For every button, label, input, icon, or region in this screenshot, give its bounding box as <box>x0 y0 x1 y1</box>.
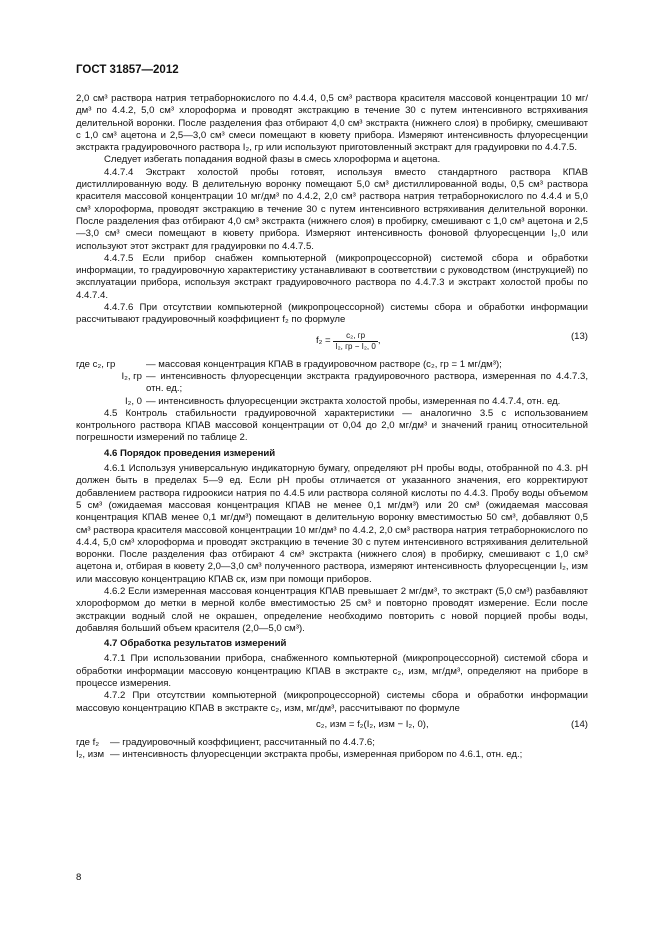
definition-row <box>76 737 588 749</box>
definition-key: где c₂, гр <box>76 358 116 370</box>
definition-text: — градуировочный коэффициент, рассчитанный по 4.4.7.6; <box>110 736 375 748</box>
paragraph-continuation: 2,0 см³ раствора натрия тетраборнокислого по 4.4.4, 0,5 см³ раствора красителя массовой концентрации 10 мг/дм³ по 4.4.2, 5,0 см³ хлороформа и проводят экстракцию в течение 30 с путем интенсивного встряхивания делительной воронки. После разделения фаз отбирают 4,0 см³ экстракта (нижнего слоя) в пробирку, смешивают с 1,0 см³ ацетона и 2,5—3,0 см³ смеси помещают в кювету прибора. Измеряют интенсивность флуоресценции экстракта градуировочного раствора I₂, гр или используют приготовленный экстракт для градуировки по 4.4.7.5. <box>76 93 588 154</box>
section-heading-4-7: 4.7 Обработка результатов измерений <box>104 638 287 650</box>
formula-13-numerator: c₂, гр <box>333 331 377 342</box>
definition-row <box>76 749 588 761</box>
paragraph-4-4-7-5: 4.4.7.5 Если прибор снабжен компьютерной (микропроцессорной) системой сбора и обработки информации, то градуировочную характеристику устанавливают в соответствии с руководством (инструкцией) по эксплуатации прибора, используя экстракт градуировочного раствора по 4.4.7.3 и экстракт холостой пробы по 4.4.7.4. <box>76 252 588 301</box>
definition-text: — интенсивность флуоресценции экстракта пробы, измеренная прибором по 4.6.1, отн. ед.; <box>110 749 523 761</box>
definition-key: I₂, изм <box>76 749 105 761</box>
definition-row <box>76 396 588 408</box>
formula-13-fraction <box>333 331 377 352</box>
formula-13-number: (13) <box>570 330 588 342</box>
formula-14-number: (14) <box>570 718 588 730</box>
definition-key: I₂, гр <box>121 370 142 382</box>
paragraph-4-7-1: 4.7.1 При использовании прибора, снабженного компьютерной (микропроцессорной) системой сбора и обработки информации массовую концентрацию КПАВ в экстракте c₂, изм, мг/дм³, определяют на приборе в процессе измерения. <box>76 653 588 690</box>
page-number: 8 <box>76 872 82 883</box>
paragraph-4-4-7-6: 4.4.7.6 При отсутствии компьютерной (микропроцессорной) системы сбора и обработки информации рассчитывают градуировочный коэффициент f₂ по формуле <box>76 302 588 326</box>
definition-key: I₂, 0 <box>124 395 142 407</box>
paragraph-4-5: 4.5 Контроль стабильности градуировочной характеристики — аналогично 3.5 с использованием контрольного раствора КПАВ массовой концентрации от 0,04 до 2,0 мг/дм³ и значений границ относительной погрешности измерений по таблице 2. <box>76 407 588 444</box>
document-body <box>76 93 588 762</box>
definition-row <box>76 359 588 371</box>
definition-text: — массовая концентрация КПАВ в градуировочном растворе (c₂, гр = 1 мг/дм³); <box>146 358 502 370</box>
formula-13 <box>76 329 588 357</box>
paragraph-4-6-2: 4.6.2 Если измеренная массовая концентрация КПАВ превышает 2 мг/дм³, то экстракт (5,0 см³) разбавляют хлороформом до метки в мерной колбе вместимостью 25 см³ и повторно проводят измерение. Если после экстракции водный слой не окрашен, определение необходимо повторить с новой порцией пробы воды, добавляя больший объем красителя (2,0—5,0 см³). <box>76 585 588 634</box>
formula-14-expression: c₂, изм = f₂(I₂, изм − I₂, 0), <box>316 718 429 730</box>
formula-13-denominator: I₂, гр − I₂, 0 <box>335 341 376 351</box>
section-heading-4-6: 4.6 Порядок проведения измерений <box>104 447 276 459</box>
formula-13-lhs: f₂ = <box>316 334 331 346</box>
definition-row <box>76 371 588 396</box>
paragraph-4-6-1: 4.6.1 Используя универсальную индикаторную бумагу, определяют рН пробы воды, отобранной по 4.3. рН должен быть в пределах 5—9 ед. Если рН пробы отличается от указанного значения, его корректируют добавлением раствора гидроокиси натрия по 4.4.5 или раствора соляной кислоты по 4.4.3. Пробу воды объемом 5 см³ (ожидаемая массовая концентрация КПАВ не менее 0,1 мг/дм³) или 20 см³ (ожидаемая массовая концентрация КПАВ менее 0,1 мг/дм³) помещают в делительную воронку вместимостью 50 см³, добавляют 0,5 см³ раствора красителя массовой концентрации 10 мг/дм³ по 4.4.2, 2,0 см³ раствора натрия тетраборнокислого по 4.4.4, 5,0 см³ хлороформа и проводят экстракцию в течение 30 с путем интенсивного встряхивания делительной воронки. После разделения фаз отбирают 4 см³ экстракта (нижнего слоя) в пробирку, смешивают с 1,0 см³ ацетона и, отбирая в кювету 2,0—3,0 см³ полученного раствора, измеряют интенсивность флуоресценции I₂, изм или массовую концентрацию КПАВ cк, изм при помощи приборов. <box>76 463 588 585</box>
definition-text: — интенсивность флуоресценции экстракта градуировочного раствора, измеренная по 4.4.7.3, отн. ед.; <box>146 370 588 395</box>
formula-13-tail: , <box>377 334 381 346</box>
document-header: ГОСТ 31857—2012 <box>76 64 179 76</box>
paragraph-avoid: Следует избегать попадания водной фазы в смесь хлороформа и ацетона. <box>104 154 441 166</box>
paragraph-4-7-2: 4.7.2 При отсутствии компьютерной (микропроцессорной) системы сбора и обработки информации массовую концентрацию КПАВ в экстракте c₂, изм, мг/дм³, рассчитывают по формуле <box>76 690 588 714</box>
formula-14 <box>76 718 588 734</box>
definition-text: — интенсивность флуоресценции экстракта холостой пробы, измеренная по 4.4.7.4, отн. ед. <box>146 395 561 407</box>
definition-key: где f₂ <box>76 736 100 748</box>
paragraph-4-4-7-4: 4.4.7.4 Экстракт холостой пробы готовят, используя вместо стандартного раствора КПАВ дистиллированную воду. В делительную воронку помещают 5,0 см³ дистиллированной воды, 0,5 см³ раствора красителя массовой концентрации 10 мг/дм³ по 4.4.2, 2,0 см³ раствора натрия тетраборнокислого по 4.4.4 и 5,0 см³ хлороформа, проводят экстракцию в течение 30 с путем интенсивного встряхивания делительной воронки. После разделения фаз отбирают 4,0 см³ экстракта (нижнего слоя) в пробирку, смешивают с 1,0 см³ ацетона и 2,5—3,0 см³ смеси помещают в кювету прибора. Измеряют интенсивность фоновой флуоресценции I₂,0 или используют этот экстракт для градуировки по 4.4.7.5. <box>76 166 588 252</box>
